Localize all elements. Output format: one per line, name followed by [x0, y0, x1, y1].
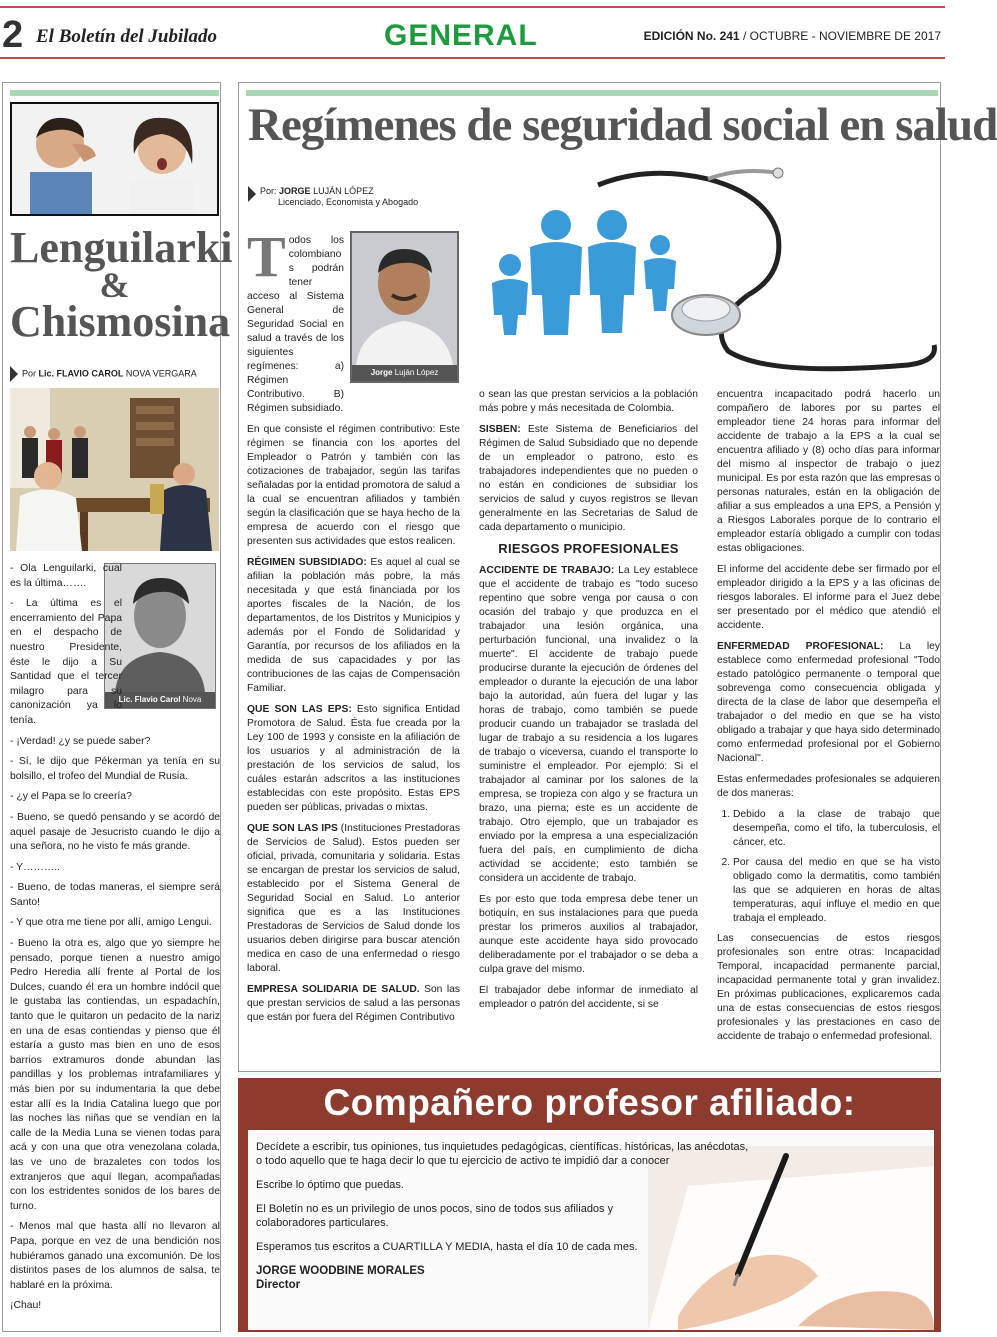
riesgos-heading: RIESGOS PROFESIONALES — [498, 541, 679, 556]
banner-paragraph: El Boletín no es un privilegio de unos pocos, sino de todos sus afiliados y colaboradores particulares. — [256, 1203, 614, 1229]
article-column-3 — [717, 388, 940, 1051]
gossip-paragraph: - Sí, le dijo que Pékerman ya tenía en su bolsillo, el trofeo del Mundial de Rusia. — [10, 756, 220, 782]
maneras-list — [733, 808, 940, 926]
page-header — [0, 0, 945, 62]
edition-info — [644, 29, 941, 43]
eps-label: QUE SON LAS EPS: — [247, 704, 352, 715]
stethoscope-family-icon — [478, 165, 940, 377]
health-family-illustration — [478, 165, 940, 377]
ips-text: (Instituciones Prestadoras de Servicios de Salud). Estos pueden ser oficial, privada, comunitaria y solidaria. Estas se encargan de prestar los servicios de salud, establecido por el Sistema General de Seguridad Social en Salud. Lo anterior significa que es a las Instituciones Prestadoras de Servicios de Salud donde los usuarios deben dirigirse para buscar atención medica en caso de una enfermedad o riesgo laboral. — [247, 823, 460, 974]
article-title: Regímenes de seguridad social en salud — [248, 99, 997, 151]
edition-number: EDICIÓN No. 241 — [643, 29, 740, 43]
byline-surname: NOVA VERGARA — [125, 368, 197, 379]
caption-bold: Lic. Flavio Carol — [118, 695, 181, 704]
enfermedad-paragraph — [717, 640, 940, 766]
maneras-paragraph: Estas enfermedades profesionales se adquieren de dos maneras: — [717, 774, 940, 799]
banner-title: Compañero profesor afiliado: — [323, 1082, 856, 1123]
title-line-2: Chismosina — [10, 297, 231, 346]
gossip-column-title — [10, 223, 233, 346]
botiquin-paragraph: Es por esto que toda empresa debe tener un botiquín, en sus instalaciones para que pueda prestar los primeros auxilios al trabajador, aunque este accidente haya sido provocado deliberadamente por el trabajador o se deba a culpa grave del mismo. — [479, 894, 698, 975]
pope-meeting-illustration — [10, 388, 219, 551]
incapacitado-paragraph: encuentra incapacitado podrá hacerlo un compañero de labores por su partes el empleador tiene 24 horas para informar del accidente de trabajo a la EPS a la cual se encuentra afiliado y (8) ocho días para informar del mismo al inspector de trabajo o juez municipal. Es por esta razón que las empresas o personas naturales, están en la obligación de afiliar a sus empleados a una EPS, a Pensión y a Riesgos Laborales porque de lo contrario el empleador estaría obligado a cumplir con todas estas obligaciones. — [717, 389, 940, 554]
solidaria-paragraph — [247, 983, 460, 1025]
gossip-paragraph: - ¿y el Papa se lo creería? — [10, 791, 132, 803]
gossip-paragraph: - Y que otra me tiene por allí, amigo Lengui. — [10, 917, 212, 929]
article-accent-bar — [246, 90, 938, 96]
banner-paragraph: Esperamos tus escritos a CUARTILLA Y MEDIA, hasta el día 10 de cada mes. — [256, 1241, 638, 1253]
banner-paragraph: Escribe lo óptimo que puedas. — [256, 1179, 404, 1191]
contributivo-paragraph: En que consiste el régimen contributivo: Este régimen se financia con los aportes del Empleador o Patrón y también con las cotizaciones de trabajador, según las tarifas señaladas por la entidad promotora de salud a la cual se encuentran afiliados y también según la clasificación que se haya hecho de la empresa de acuerdo con el riesgo que presenten sus actividades que estos realicen. — [247, 424, 460, 547]
gossip-column-text — [10, 562, 220, 1320]
caption-rest: Nova Vergara — [145, 695, 202, 720]
informar-paragraph: El trabajador debe informar de inmediato al empleador o patrón del accidente, si se — [479, 985, 698, 1010]
banner-paragraph: Decídete a escribir, tus opiniones, tus inquietudes pedagógicas, científicas. históricas, las anécdotas, o todo aquello que te haga decir lo que tu ejercicio de activo te impidió dar a conocer — [256, 1141, 749, 1167]
header-top-rule — [0, 6, 945, 8]
pope-meeting-photo — [10, 388, 219, 551]
solidaria-label: EMPRESA SOLIDARIA DE SALUD. — [247, 984, 420, 995]
sisben-label: SISBEN: — [479, 424, 521, 435]
solidaria-continuation: o sean las que prestan servicios a la población más pobre y más necesitada de Colombia. — [479, 389, 698, 414]
accidente-label: ACCIDENTE DE TRABAJO: — [479, 565, 615, 576]
masthead: El Boletín del Jubilado — [36, 26, 218, 47]
gossip-paragraph: - ¡Verdad! ¿y se puede saber? — [10, 735, 151, 747]
afiliado-banner — [238, 1078, 941, 1332]
article-column-1 — [247, 224, 460, 1032]
gossip-paragraph: - Ola Lenguilarki, cual es la última……. — [10, 563, 122, 589]
subsidiado-text: Es aquel al cual se afilian la población más pobre, la más necesitada y que está financiada por los aportes fiscales de la Nación, de los departamentos, de los Distritos y Municipios y además por el Fondo de Solidaridad y Garantía, por recursos de los afiliados en la medida de sus capacidades y por las contribuciones de las cajas de Compensación Familiar. — [247, 557, 460, 694]
gossip-paragraph: - Menos mal que hasta allí no llevaron al Papa, porque en vez de una bendición nos hubiéramos ganado una excomunión. De los distintos pases de los alumnos de salsa, te hablaré en la próxima. — [10, 1221, 220, 1291]
byline-arrow-icon — [10, 366, 18, 382]
list-item: 2. Por causa del medio en que se ha visto obligado como la dermatitis, como también las que se adquieren en horas de altas temperaturas, aquí influye el medio en que trabaja el empleado. — [733, 856, 940, 926]
whispering-people-illustration — [12, 104, 217, 214]
informe-paragraph: El informe del accidente debe ser firmado por el empleador dirigido a la EPS y a las oficinas de riesgos laborales. El informe para el Juez debe ser presentado por el médico que atendió el accidente. — [717, 564, 940, 631]
enfermedad-label: ENFERMEDAD PROFESIONAL: — [717, 641, 884, 652]
subsidiado-paragraph — [247, 556, 460, 696]
gossip-paragraph: - Bueno, de todas maneras, el siempre será Santo! — [10, 882, 220, 908]
gossip-paragraph: ¡Chau! — [10, 1300, 42, 1312]
signer-name: JORGE WOODBINE MORALES — [256, 1265, 425, 1277]
byline-role: Licenciado, Economista y Abogado — [278, 197, 419, 207]
byline-author: JORGE — [279, 186, 311, 196]
title-ampersand: & — [99, 265, 130, 305]
enfermedad-text: La ley establece como enfermedad profesional "Todo estado patológico permanente o temporal que sobrevenga como consecuencia obligada y directa de la clase de labor que desempeña el trabajador o del medio en que se ha visto obligado a trabajar y que haya sido determinado como enfermedad profesional por el Gobierno Nacional". — [717, 641, 941, 764]
sisben-text: Este Sistema de Beneficiarios del Régimen de Salud Subsidiado que no depende de un empleador o patrono, esto es trabajadores independientes que no pueden o no están en condiciones de subsidiar los servicios de salud y cuyos registros se llevan generalmente en las Secretarias de Salud de cada departamento o municipio. — [479, 424, 698, 533]
edition-date: / OCTUBRE - NOVIEMBRE DE 2017 — [742, 29, 941, 43]
gossip-paragraph: - Bueno, se quedó pensando y se acordó de aquel pasaje de Jesucristo cuando le dijo a una señora, no he visto fe más grande. — [10, 811, 220, 853]
byline-surname: LUJÁN LÓPEZ — [313, 186, 374, 196]
gossip-photo — [10, 102, 219, 216]
gossip-byline — [10, 366, 197, 382]
banner-text — [256, 1140, 756, 1292]
gossip-paragraph: - Bueno la otra es, algo que yo siempre he pensado, porque tienen a nuestro amigo Pedro Heredia allí frente al Portal de los Dulces, cuando él era un hombre indócil que le gustaba las contiendas, un espadachín, tanto que le quitaron un pedacito de la nariz en una de esas contiendas y pienso que él estaría a gusto mas bien en uno de esos barrios extramuros donde abundan las pandillas y los problemas intrafamiliares y más bien por su indumentaria la que debe estar allí es la India Catalina luego que por las noches las niñas que se vendían en la calle de la Media Luna se vienen todas para acá y con una que otra venezolana colada, las ve uno de brazaletes con todos los extranjeros que aquí llegan, acompañadas con los estridentes sonidos de los bares de turno. — [10, 938, 220, 1212]
photo-spacer — [122, 562, 220, 714]
banner-body — [248, 1130, 934, 1330]
ips-paragraph — [247, 822, 460, 976]
byline-arrow-icon — [248, 186, 256, 202]
signer-role: Director — [256, 1279, 301, 1291]
consecuencias-paragraph: Las consecuencias de estos riesgos profesionales son entre otras: Incapacidad Temporal, incapacidad permanente parcial, incapacidad permanente total y gran invalidez. En próximas publicaciones, explicaremos cada una de estas consecuencias de estos riesgos profesionales y las prestaciones en caso de accidente de trabajo o enfermedad profesional. — [717, 933, 940, 1042]
title-line-1: Lenguilarki — [10, 223, 233, 272]
banner-signature — [256, 1264, 756, 1292]
subsidiado-label: RÉGIMEN SUBSIDIADO: — [247, 557, 367, 568]
accidente-text: La Ley establece que el accidente de trabajo es "todo suceso repentino que sobre venga por causa o con ocasión del trabajo y que produzca en el trabajador una lesión orgánica, una perturbación funcional, una invalidez o la muerte". El accidente de trabajo puede producirse durante la ejecución de órdenes del empleador o durante la ejecución de una labor bajo la autoridad, aún fuera del lugar y las horas de trabajo, como también se puede producir cuando un trabajador se traslada del lugar de trabajo a su residencia a los lugares de trabajo o viceversa, cuando el transporte lo suministre el empleador. Por ejemplo: Si el trabajador al caminar por los salones de la empresa, se tropieza con algo y se fractura un brazo, una pierna; este es un accidente de trabajo. Otro ejemplo, que un trabajador es enviado por la empresa a una especialización fuera del país, en cumplimiento de dicha actividad se accidente; esto también se considera un accidente de trabajo. — [479, 565, 699, 884]
sisben-paragraph — [479, 423, 698, 535]
byline-prefix: Por — [22, 368, 37, 379]
ips-label: QUE SON LAS IPS — [247, 823, 338, 834]
intro-text: odos los colombiano s podrán tener acceso al Sistema General de Seguridad Social en salud a través de los siguientes regímenes: a) Régimen Contributivo. B) Régimen subsidiado. — [247, 235, 344, 414]
page-number: 2 — [2, 14, 24, 56]
solidaria-text: Son las que prestan servicios de salud a las personas que están por fuera del Régimen Contributivo — [247, 984, 460, 1023]
header-bottom-rule — [0, 57, 945, 59]
article-intro — [247, 224, 344, 416]
article-column-2 — [479, 388, 698, 1019]
list-item: 1. Debido a la clase de trabajo que desempeña, como el tifo, la tuberculosis, el cáncer, etc. — [733, 808, 940, 850]
article-byline — [248, 186, 418, 208]
caption-bold: Jorge — [370, 368, 393, 377]
gossip-paragraph: - La última es el encerramiento del Papa en el despacho de nuestro Presidente, éste le dijo a Su Santidad que el tercer milagro para su canonización ya lo tenía. — [10, 598, 122, 726]
accidente-paragraph — [479, 564, 698, 886]
eps-text: Esto significa Entidad Promotora de Salud. Ésta fue creada por la Ley 100 de 1993 y consiste en la afiliación de los usuarios y al administración de la prestación de los servicios de salud, los cuáles estarán adscritos a las instituciones establecidas con este propósito. Estas EPS pueden ser públicas, privadas o mixtas. — [247, 704, 460, 813]
byline-prefix: Por: — [260, 186, 277, 196]
gossip-paragraph: - Y……….. — [10, 861, 61, 873]
gossip-accent-bar — [10, 90, 219, 96]
section-title: GENERAL — [384, 19, 538, 52]
caption-rest: Luján López — [394, 368, 439, 377]
byline-author: Lic. FLAVIO CAROL — [38, 368, 124, 379]
eps-paragraph — [247, 703, 460, 815]
drop-cap: T — [247, 224, 286, 289]
